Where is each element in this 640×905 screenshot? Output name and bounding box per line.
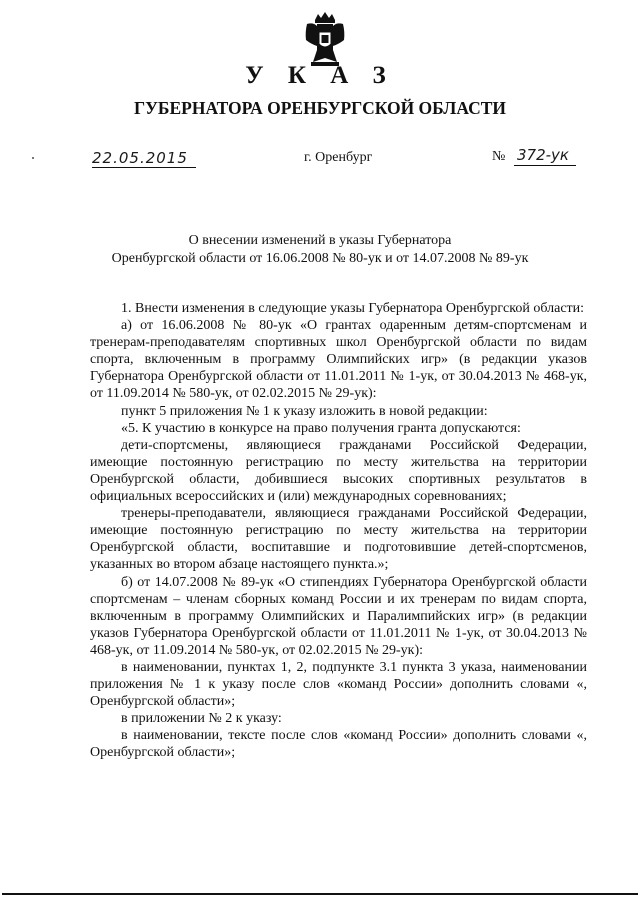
body-paragraph: в наименовании, пунктах 1, 2, подпункте 3.1 пункта 3 указа, наименовании приложения № 1 к указу после слов «команд России» дополнить словами «, Оренбургской области»; [90, 659, 587, 710]
decree-subtitle: ГУБЕРНАТОРА ОРЕНБУРГСКОЙ ОБЛАСТИ [133, 98, 507, 118]
body-paragraph: «5. К участию в конкурсе на право получения гранта допускаются: [121, 420, 521, 436]
body-paragraph: 1. Внести изменения в следующие указы Губернатора Оренбургской области: [121, 301, 585, 316]
body-paragraph: тренеры-преподаватели, являющиеся гражданами Российской Федерации, имеющие постоянную регистрацию по месту жительства на территории Оренбургской области, воспитавшие и подготовившие детей-спортсменов, указанных во втором абзаце настоящего пункта.»; [90, 506, 587, 573]
decree-body [90, 300, 587, 762]
decree-number: 372-ук [517, 146, 569, 164]
body-paragraph: пункт 5 приложения № 1 к указу изложить в новой редакции: [121, 403, 488, 419]
scan-speck [32, 157, 34, 159]
decree-subject [0, 232, 640, 268]
coat-of-arms-icon [303, 10, 347, 68]
body-paragraph: а) от 16.06.2008 № 80-ук «О грантах одаренным детям-спортсменам и тренерам-преподавателям спортивных школ Оренбургской области по видам спорта, включенным в программу Олимпийских игр» (в редакции указов Губернатора Оренбургской области от 11.01.2011 № 1-ук, от 30.04.2013 № 468-ук, от 11.09.2014 № 580-ук, от 02.02.2015 № 29-ук): [90, 318, 587, 402]
subject-line-2: Оренбургской области от 16.06.2008 № 80-ук и от 14.07.2008 № 89-ук [111, 251, 529, 266]
decree-date: 22.05.2015 [92, 149, 188, 167]
decree-title: У К А З [245, 62, 395, 89]
decree-city: г. Оренбург [304, 150, 373, 165]
body-paragraph: дети-спортсмены, являющиеся гражданами Российской Федерации, имеющие постоянную регистрацию по месту жительства на территории Оренбургской области, добившиеся высоких спортивных результатов в официальных всероссийских и (или) международных соревнованиях; [90, 437, 587, 505]
body-paragraph: б) от 14.07.2008 № 89-ук «О стипендиях Губернатора Оренбургской области спортсменам – членам сборных команд России и их тренерам по видам спорта, включенным в программу Олимпийских и Паралимпийских игр» (в редакции указов Губернатора Оренбургской области от 11.01.2011 № 1-ук, от 30.04.2013 № 468-ук, от 11.09.2014 № 580-ук, от 02.02.2015 № 29-ук): [90, 574, 587, 658]
date-underline [92, 167, 196, 168]
page-bottom-rule [2, 893, 638, 895]
number-underline [514, 165, 576, 166]
subject-line-1: О внесении изменений в указы Губернатора [188, 233, 452, 248]
body-paragraph: в приложении № 2 к указу: [121, 711, 282, 727]
body-paragraph: в наименовании, тексте после слов «команд России» дополнить словами «, Оренбургской области»; [90, 728, 587, 761]
number-prefix: № [492, 149, 506, 164]
